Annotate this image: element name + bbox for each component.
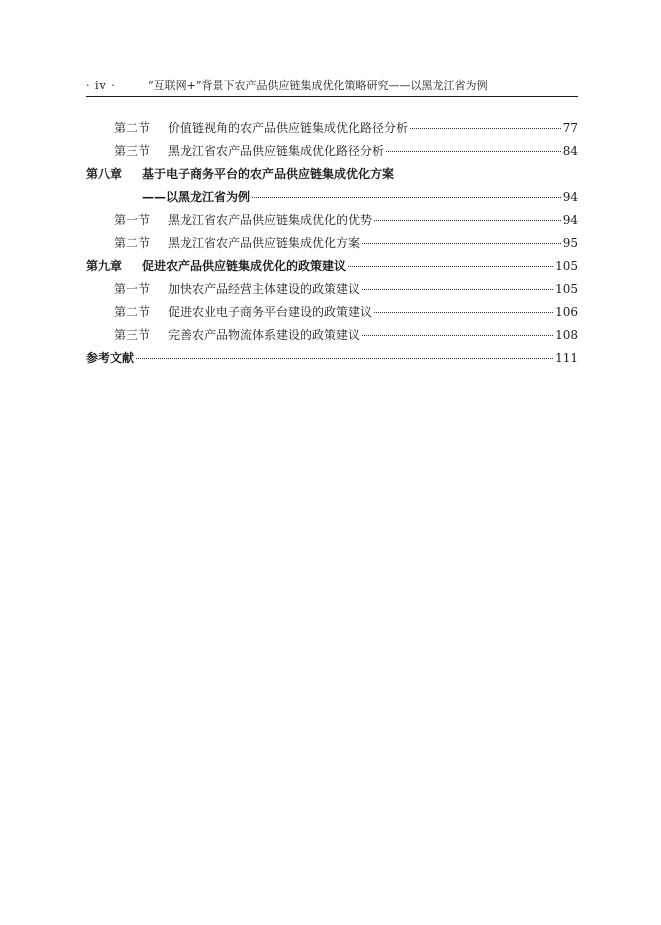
toc-chapter-number: 第九章 [86, 259, 123, 273]
toc-dot-leader [374, 312, 553, 313]
toc-dot-leader [348, 266, 553, 267]
toc-dot-leader [362, 335, 553, 336]
toc-chapter-number: 第八章 [86, 167, 123, 181]
toc-entry-page: 77 [562, 121, 578, 135]
toc-dot-leader [410, 128, 561, 129]
toc-entry-title: 完善农产品物流体系建设的政策建议 [168, 328, 361, 342]
toc-entry-page: 84 [562, 144, 578, 158]
toc-entry-number: 第三节 [114, 328, 151, 342]
header-rule [86, 96, 578, 97]
toc-entry[interactable] [86, 324, 578, 347]
toc-entry[interactable] [86, 232, 578, 255]
toc-chapter-subtitle: ——以黑龙江省为例 [142, 190, 251, 204]
toc-entry-page: 111 [555, 351, 578, 365]
toc-entry-title: 加快农产品经营主体建设的政策建议 [168, 282, 361, 296]
toc-entry-title: 促进农业电子商务平台建设的政策建议 [168, 305, 373, 319]
toc-dot-leader [252, 197, 561, 198]
toc-entry-page: 105 [555, 259, 578, 273]
toc-dot-leader [374, 220, 561, 221]
toc-entry-number: 第二节 [114, 121, 151, 135]
toc-dot-leader [386, 151, 561, 152]
toc-chapter-entry[interactable] [86, 255, 578, 278]
toc-entry[interactable] [86, 278, 578, 301]
toc-entry-page: 95 [562, 236, 578, 250]
toc-entry-title: 黑龙江省农产品供应链集成优化的优势 [168, 213, 373, 227]
toc-entry-page: 106 [555, 305, 578, 319]
toc-chapter-subtitle-entry[interactable] [86, 186, 578, 209]
toc-entry-page: 108 [555, 328, 578, 342]
toc-entry[interactable] [86, 209, 578, 232]
toc-entry-title: 黑龙江省农产品供应链集成优化方案 [168, 236, 361, 250]
toc-chapter-entry[interactable] [86, 163, 578, 186]
toc-entry-page: 105 [555, 282, 578, 296]
toc-entry[interactable] [86, 140, 578, 163]
toc-entry-number: 第一节 [114, 282, 151, 296]
toc-entry-page: 94 [562, 190, 578, 204]
toc-entry-number: 第二节 [114, 305, 151, 319]
toc-references-entry[interactable] [86, 347, 578, 370]
toc-dot-leader [362, 289, 553, 290]
toc-entry[interactable] [86, 301, 578, 324]
toc-dot-leader [136, 358, 553, 359]
toc-entry-page: 94 [562, 213, 578, 227]
toc-entry-title: 价值链视角的农产品供应链集成优化路径分析 [168, 121, 409, 135]
toc-entry-title: 黑龙江省农产品供应链集成优化路径分析 [168, 144, 385, 158]
toc-entry-number: 第三节 [114, 144, 151, 158]
toc-dot-leader [362, 243, 561, 244]
toc-chapter-title: 基于电子商务平台的农产品供应链集成优化方案 [142, 167, 395, 181]
toc-references-title: 参考文献 [86, 351, 135, 365]
running-header [86, 77, 578, 95]
toc-entry-number: 第一节 [114, 213, 151, 227]
toc-entry[interactable] [86, 117, 578, 140]
toc-chapter-title: 促进农产品供应链集成优化的政策建议 [142, 259, 347, 273]
header-page-number: · iv · [86, 79, 116, 92]
table-of-contents [86, 117, 578, 370]
header-book-title: “互联网+”背景下农产品供应链集成优化策略研究——以黑龙江省为例 [148, 79, 488, 92]
toc-entry-number: 第二节 [114, 236, 151, 250]
